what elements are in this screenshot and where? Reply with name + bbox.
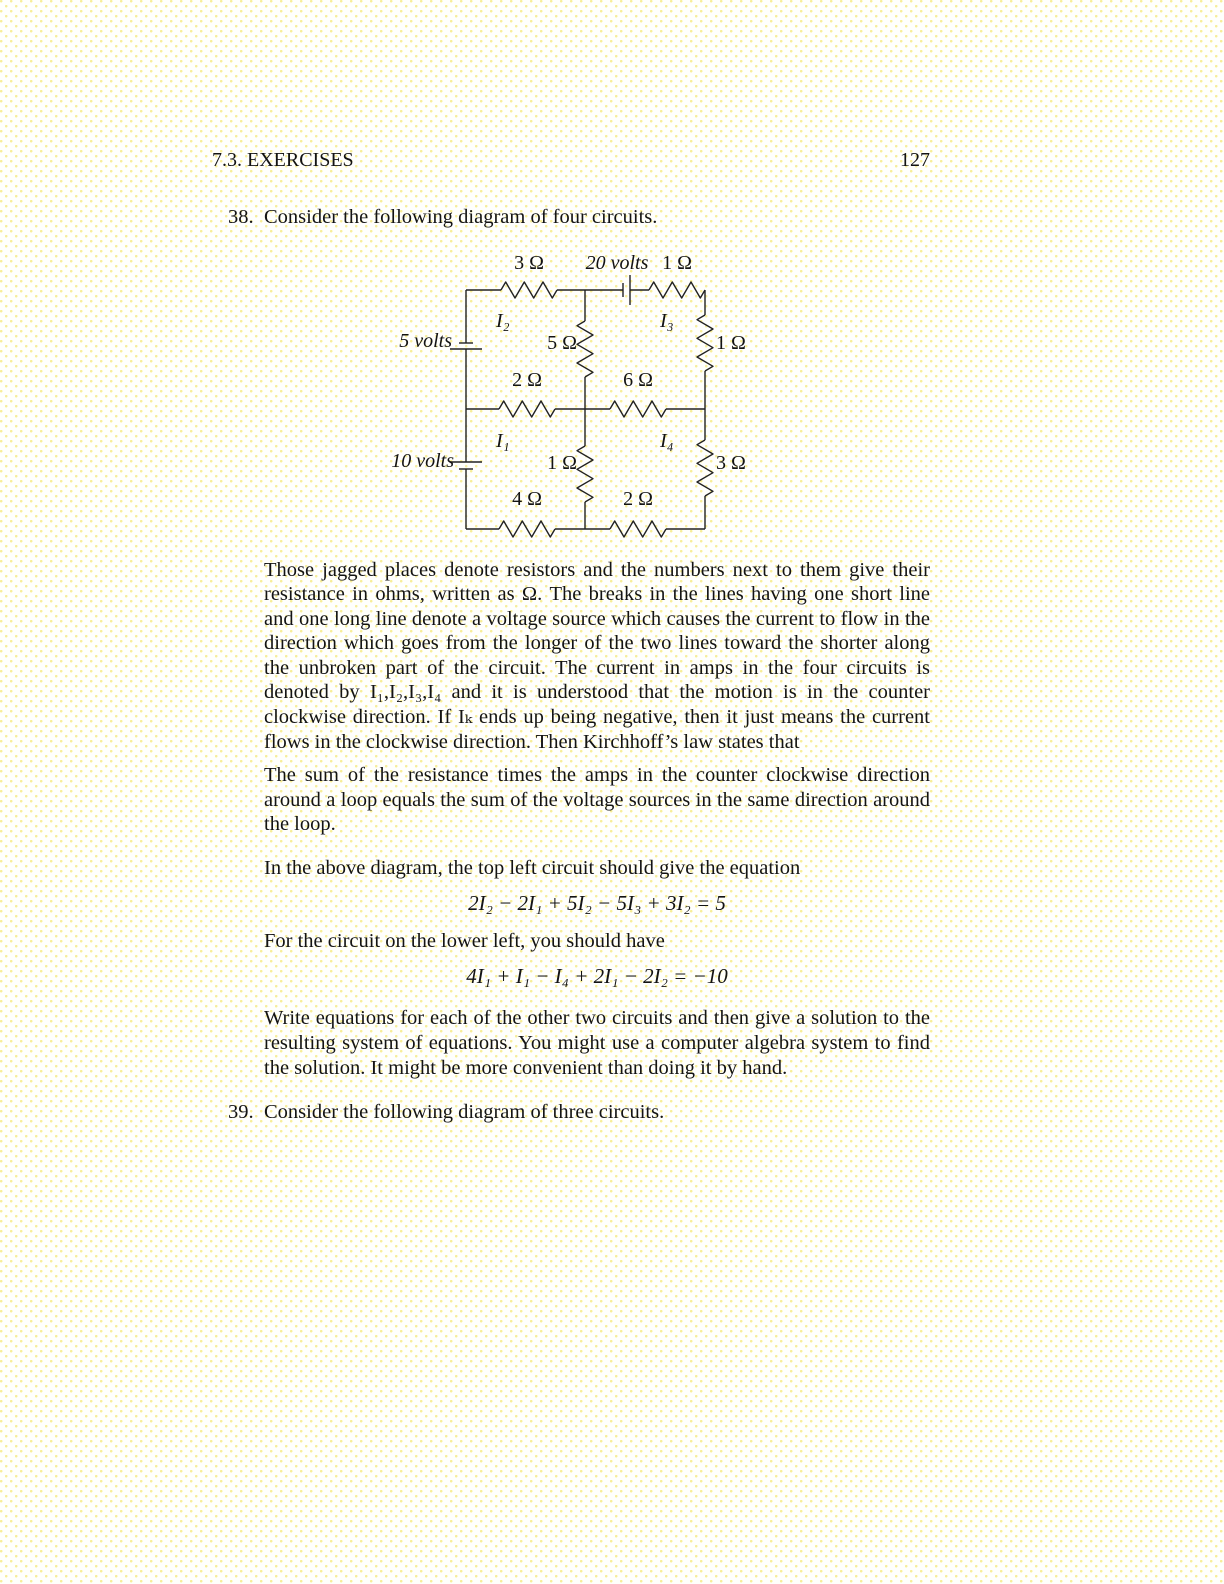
label-current-i3: I₃: [660, 309, 674, 332]
battery-10v-symbol: [450, 462, 482, 469]
problem-38-number: 38.: [228, 206, 254, 228]
equation-top-left-circuit: 2I₂ − 2I₁ + 5I₂ − 5I₃ + 3I₂ = 5: [468, 890, 726, 915]
problem-39-intro: Consider the following diagram of three circuits.: [264, 1101, 665, 1124]
problem-39: [228, 1100, 930, 1125]
paragraph-top-left-circuit: In the above diagram, the top left circuit should give the equation: [264, 857, 801, 880]
label-battery-10v: 10 volts: [391, 449, 454, 472]
label-resistor-3ohm-right-lower: 3 Ω: [716, 451, 746, 474]
resistor-4ohm-bottom-left: [499, 521, 555, 537]
problem-39-number: 39.: [228, 1101, 254, 1124]
label-current-i1: I₁: [496, 429, 510, 452]
label-current-i2: I₂: [496, 309, 510, 332]
label-resistor-3ohm-top-left: 3 Ω: [514, 251, 544, 274]
label-current-i4: I₄: [660, 429, 674, 452]
resistor-3ohm-right-lower: [697, 440, 713, 496]
circuit-diagram-section: [212, 250, 930, 542]
resistor-1ohm-top-right: [649, 282, 705, 298]
label-resistor-5ohm-middle-upper: 5 Ω: [547, 331, 577, 354]
problem-38: [228, 205, 930, 230]
resistor-6ohm-mid-right: [610, 401, 666, 417]
label-resistor-1ohm-right-upper: 1 Ω: [716, 331, 746, 354]
label-resistor-2ohm-mid-left: 2 Ω: [512, 368, 542, 391]
resistor-5ohm-middle-upper: [577, 321, 593, 377]
circuit-diagram: [380, 250, 760, 542]
label-resistor-6ohm-mid-right: 6 Ω: [623, 368, 653, 391]
label-battery-5v: 5 volts: [399, 329, 452, 352]
page-header: [212, 148, 930, 172]
paragraph-write-equations: Write equations for each of the other two circuits and then give a solution to the resulting system of equations. You might use a computer algebra system to find the solution. It might be more convenient than doing it by hand.: [264, 1007, 930, 1079]
circuit-schematic: [380, 250, 760, 542]
resistor-1ohm-right-upper: [697, 315, 713, 371]
label-resistor-2ohm-bottom-right: 2 Ω: [623, 487, 653, 510]
label-battery-20v: 20 volts: [585, 251, 649, 274]
resistor-3ohm-top-left: [501, 282, 557, 298]
resistor-1ohm-middle-lower: [577, 446, 593, 502]
problem-38-intro: Consider the following diagram of four circuits.: [264, 206, 658, 228]
battery-5v-symbol: [450, 343, 482, 349]
resistor-2ohm-bottom-right: [610, 521, 666, 537]
label-resistor-1ohm-top-right: 1 Ω: [662, 251, 692, 274]
label-resistor-1ohm-middle-lower: 1 Ω: [547, 451, 577, 474]
battery-20v-symbol: [623, 275, 630, 305]
equation-lower-left-circuit: 4I₁ + I₁ − I₄ + 2I₁ − 2I₂ = −10: [466, 963, 728, 988]
problem-38-body: [264, 558, 930, 1081]
paragraph-kirchhoff-law: The sum of the resistance times the amps in the counter clockwise direction around a loop equals the sum of the voltage sources in the same direction around the loop.: [264, 764, 930, 836]
label-resistor-4ohm-bottom-left: 4 Ω: [512, 487, 542, 510]
section-title: 7.3. EXERCISES: [212, 149, 354, 171]
paragraph-resistors-explanation: Those jagged places denote resistors and the numbers next to them give their resistance in ohms, written as Ω. The breaks in the lines having one short line and one long line denote a voltage source which causes the current to flow in the direction which goes from the longer of the two lines toward the shorter along the unbroken part of the circuit. The current in amps in the four circuits is denoted by I₁,I₂,I₃,I₄ and it is understood that the motion is in the counter clockwise direction. If Iₖ ends up being negative, then it just means the current flows in the clockwise direction. Then Kirchhoff’s law states that: [264, 558, 930, 753]
paragraph-lower-left-circuit: For the circuit on the lower left, you should have: [264, 930, 665, 953]
resistor-2ohm-mid-left: [499, 401, 555, 417]
page-number: 127: [900, 149, 930, 171]
